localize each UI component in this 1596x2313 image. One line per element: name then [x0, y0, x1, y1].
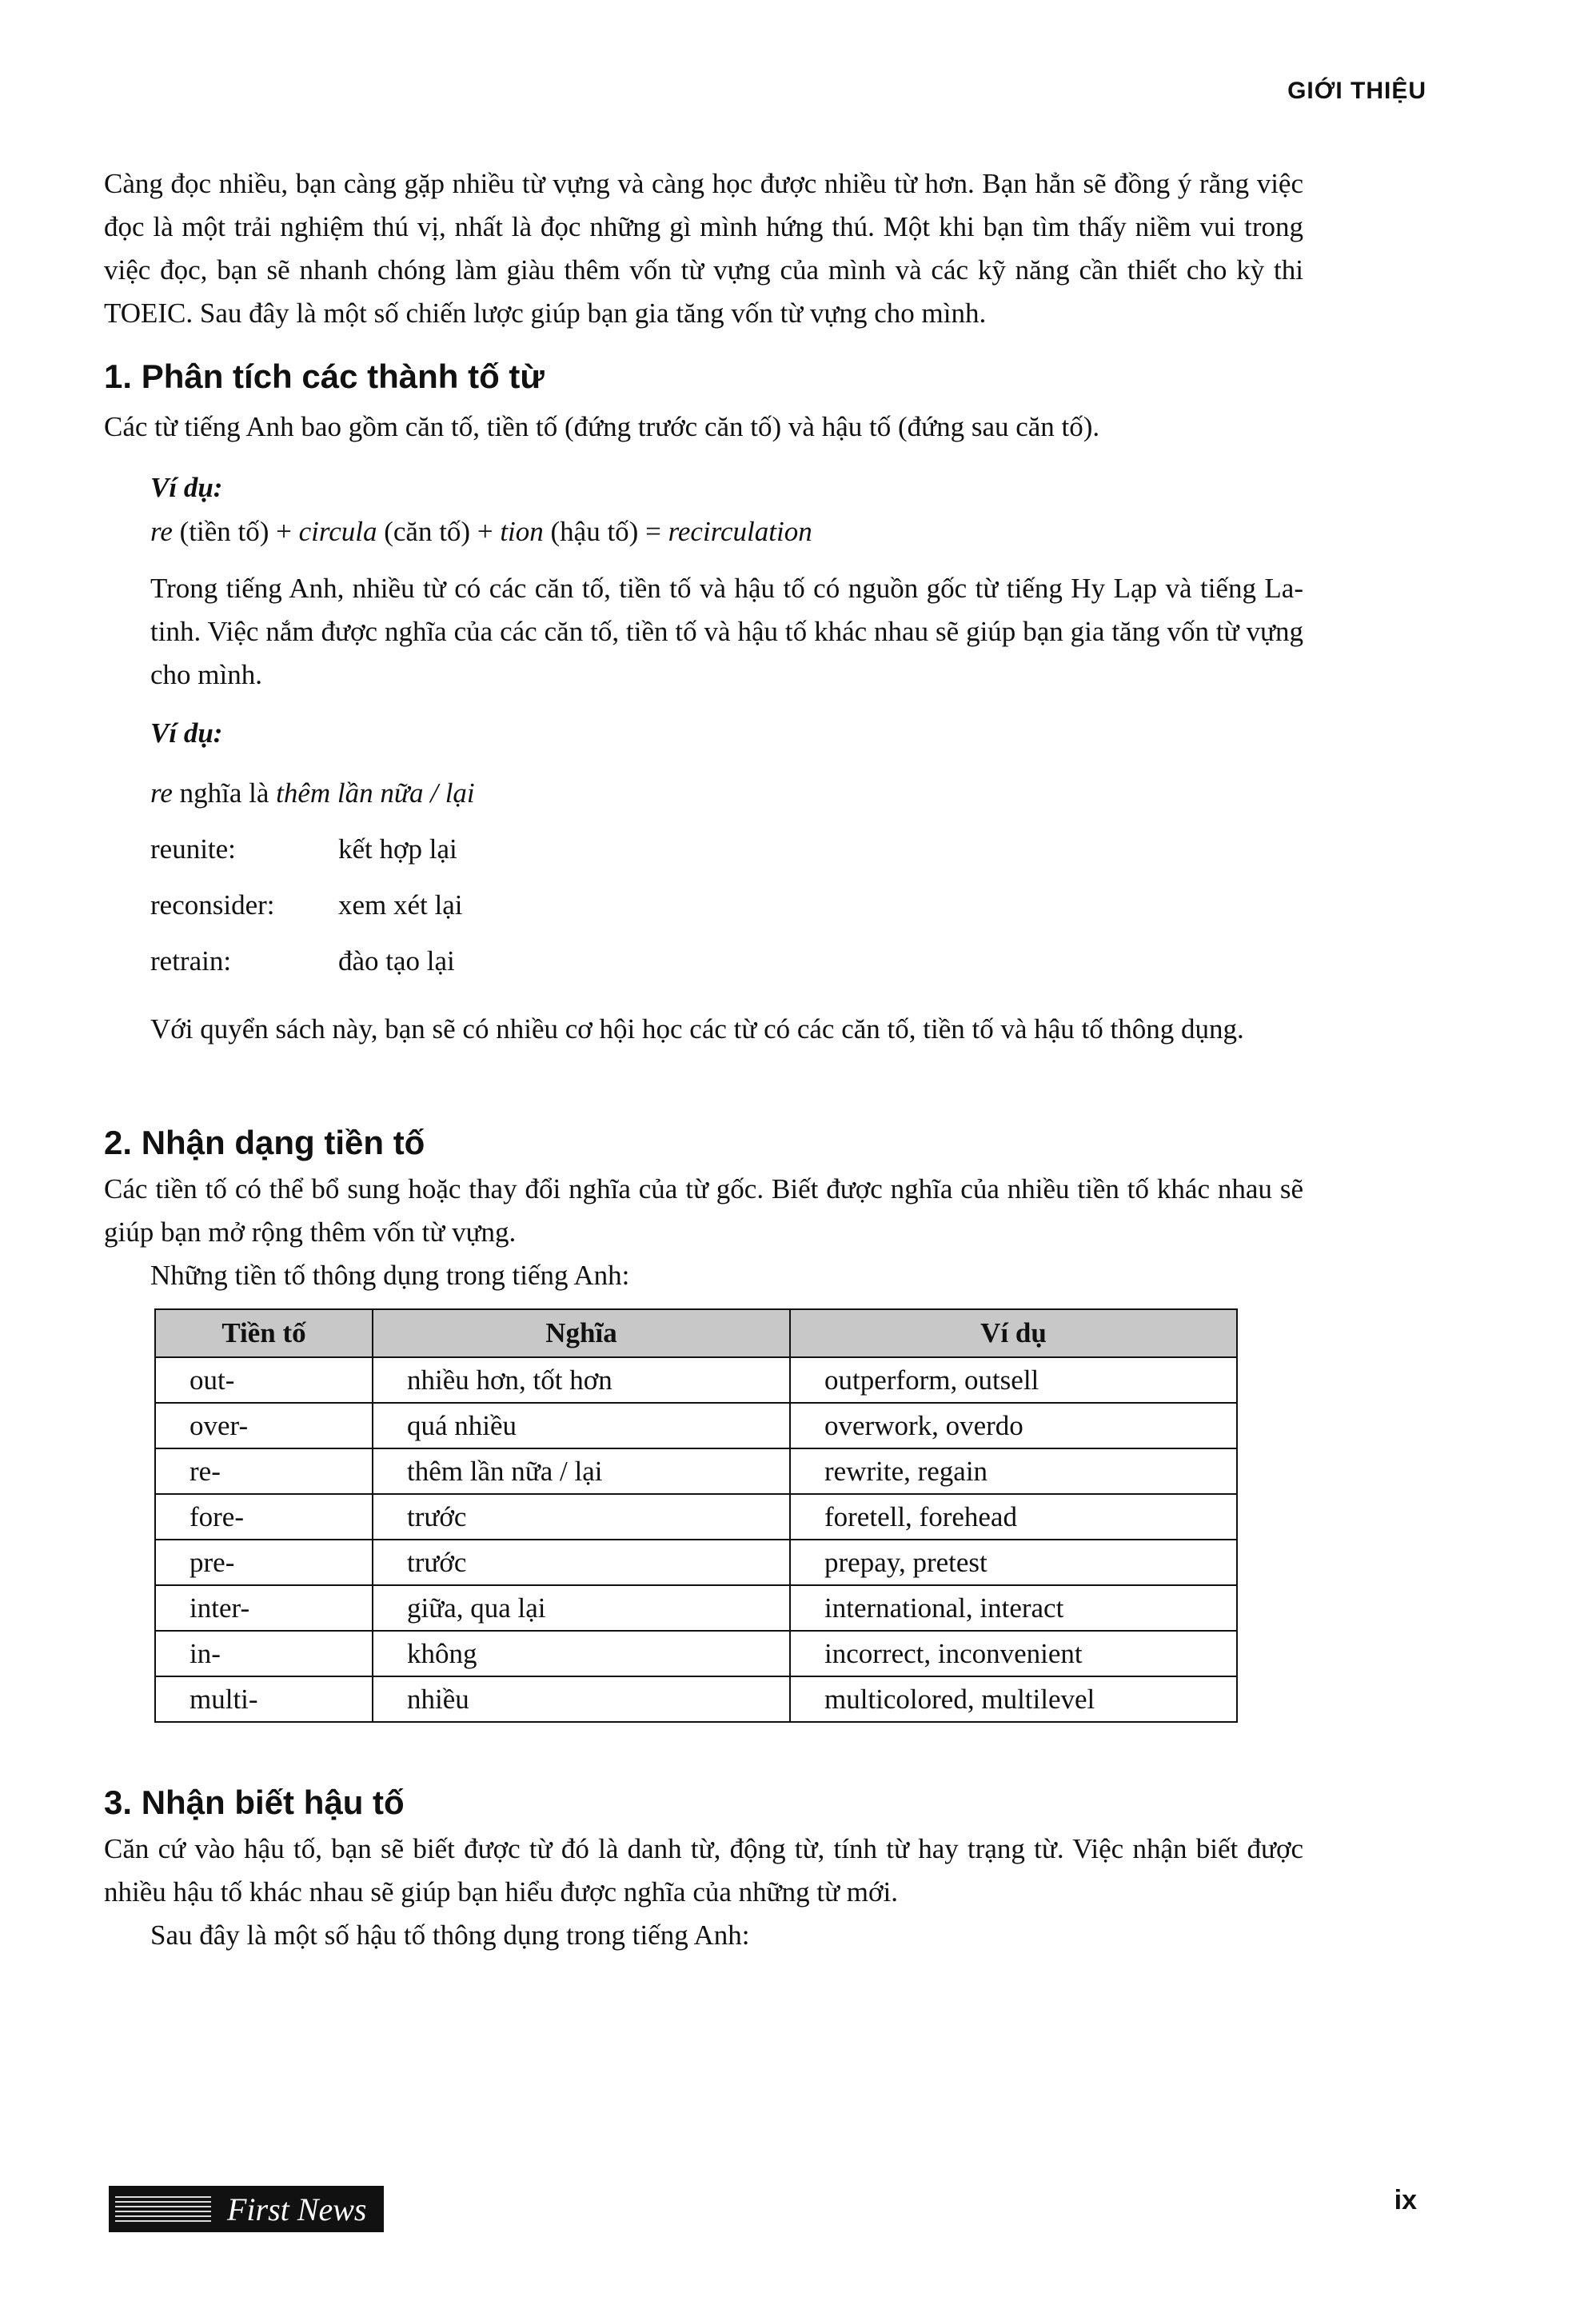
example-1-root: circula — [298, 516, 377, 547]
example-cell: foretell, forehead — [790, 1494, 1237, 1540]
table-row — [155, 1357, 1237, 1403]
prefix-cell: over- — [155, 1403, 373, 1448]
example-2-lead — [104, 772, 1303, 815]
definition-row — [104, 933, 1303, 989]
prefix-cell: out- — [155, 1357, 373, 1403]
prefix-cell: inter- — [155, 1585, 373, 1631]
meaning-cell: thêm lần nữa / lại — [373, 1448, 790, 1494]
definition-row — [104, 877, 1303, 933]
example-1-prefix: re — [150, 516, 173, 547]
prefix-table — [154, 1308, 1238, 1723]
prefix-cell: in- — [155, 1631, 373, 1676]
example-cell: prepay, pretest — [790, 1540, 1237, 1585]
definition-row — [104, 821, 1303, 877]
table-row — [155, 1540, 1237, 1585]
section-1-paragraph-2: Trong tiếng Anh, nhiều từ có các căn tố, tiền tố và hậu tố có nguồn gốc từ tiếng Hy Lạp và tiếng La-tinh. Việc nắm được nghĩa của các căn tố, tiền tố và hậu tố khác nhau sẽ giúp bạn gia tăng vốn từ vựng cho mình. — [150, 573, 1303, 690]
meaning-cell: giữa, qua lại — [373, 1585, 790, 1631]
section-2 — [104, 1124, 1303, 1162]
section-1-paragraph-3: Với quyển sách này, bạn sẽ có nhiều cơ hội học các từ có các căn tố, tiền tố và hậu tố thông dụng. — [150, 1013, 1244, 1045]
table-row — [155, 1448, 1237, 1494]
example-cell: incorrect, inconvenient — [790, 1631, 1237, 1676]
example-2-lead-text: nghĩa là — [172, 777, 277, 809]
definition-meaning: đào tạo lại — [338, 945, 455, 977]
section-3-body — [104, 1828, 1303, 1957]
example-1-suffix: tion — [500, 516, 544, 547]
definition-term: reconsider: — [150, 889, 275, 921]
page-number: ix — [1394, 2185, 1417, 2215]
definition-term: retrain: — [150, 945, 232, 977]
section-2-body — [104, 1168, 1303, 1297]
section-1-heading: 1. Phân tích các thành tố từ — [104, 358, 545, 395]
example-2 — [104, 717, 1303, 989]
example-1-prefix-note: (tiền tố) + — [172, 516, 299, 547]
section-2-heading: 2. Nhận dạng tiền tố — [104, 1124, 425, 1161]
example-1-root-note: (căn tố) + — [377, 516, 501, 547]
meaning-cell: trước — [373, 1540, 790, 1585]
section-3-paragraph-2: Sau đây là một số hậu tố thông dụng trong tiếng Anh: — [150, 1920, 750, 1951]
example-1-formula — [104, 510, 1303, 553]
publisher-logo — [109, 2186, 384, 2232]
example-1 — [104, 472, 1303, 553]
definition-list — [104, 821, 1303, 989]
section-1-paragraph-1: Các từ tiếng Anh bao gồm căn tố, tiền tố (đứng trước căn tố) và hậu tố (đứng sau căn tố). — [104, 411, 1100, 442]
section-1-para-2-wrap — [104, 567, 1303, 697]
definition-meaning: xem xét lại — [338, 889, 463, 921]
example-2-label: Ví dụ: — [150, 717, 223, 749]
meaning-cell: không — [373, 1631, 790, 1676]
example-1-result: recirculation — [668, 516, 812, 547]
meaning-cell: nhiều hơn, tốt hơn — [373, 1357, 790, 1403]
publisher-name: First News — [227, 2191, 367, 2227]
section-3 — [104, 1784, 1303, 1822]
section-1-body — [104, 405, 1303, 449]
running-header: GIỚI THIỆU — [1287, 78, 1426, 104]
meaning-cell: nhiều — [373, 1676, 790, 1722]
example-cell: outperform, outsell — [790, 1357, 1237, 1403]
definition-meaning: kết hợp lại — [338, 833, 457, 865]
example-1-label: Ví dụ: — [150, 472, 223, 503]
table-row — [155, 1403, 1237, 1448]
example-cell: rewrite, regain — [790, 1448, 1237, 1494]
logo-stripes-icon — [115, 2193, 211, 2225]
meaning-cell: quá nhiều — [373, 1403, 790, 1448]
example-2-lead-term: re — [150, 777, 173, 809]
column-header-meaning: Nghĩa — [373, 1309, 790, 1357]
section-3-heading: 3. Nhận biết hậu tố — [104, 1784, 405, 1821]
prefix-cell: re- — [155, 1448, 373, 1494]
example-2-lead-meaning: thêm lần nữa / lại — [276, 777, 475, 809]
example-1-suffix-note: (hậu tố) = — [543, 516, 668, 547]
section-1 — [104, 358, 1303, 396]
section-1-para-3-wrap — [104, 1008, 1303, 1051]
table-row — [155, 1631, 1237, 1676]
section-2-paragraph-2: Những tiền tố thông dụng trong tiếng Anh: — [150, 1260, 630, 1291]
prefix-cell: multi- — [155, 1676, 373, 1722]
table-row — [155, 1585, 1237, 1631]
column-header-example: Ví dụ — [790, 1309, 1237, 1357]
prefix-cell: pre- — [155, 1540, 373, 1585]
example-cell: multicolored, multilevel — [790, 1676, 1237, 1722]
definition-term: reunite: — [150, 833, 236, 865]
meaning-cell: trước — [373, 1494, 790, 1540]
section-2-paragraph-1: Các tiền tố có thể bổ sung hoặc thay đổi nghĩa của từ gốc. Biết được nghĩa của nhiều tiền tố khác nhau sẽ giúp bạn mở rộng thêm vốn từ vựng. — [104, 1173, 1303, 1248]
intro-paragraph: Càng đọc nhiều, bạn càng gặp nhiều từ vựng và càng học được nhiều từ hơn. Bạn hẳn sẽ đồng ý rằng việc đọc là một trải nghiệm thú vị, nhất là đọc những gì mình hứng thú. Một khi bạn tìm thấy niềm vui trong việc đọc, bạn sẽ nhanh chóng làm giàu thêm vốn từ vựng của mình và các kỹ năng cần thiết cho kỳ thi TOEIC. Sau đây là một số chiến lược giúp bạn gia tăng vốn từ vựng cho mình. — [104, 168, 1303, 329]
prefix-cell: fore- — [155, 1494, 373, 1540]
table-row — [155, 1494, 1237, 1540]
column-header-prefix: Tiền tố — [155, 1309, 373, 1357]
table-row — [155, 1676, 1237, 1722]
section-3-paragraph-1: Căn cứ vào hậu tố, bạn sẽ biết được từ đó là danh từ, động từ, tính từ hay trạng từ. Việc nhận biết được nhiều hậu tố khác nhau sẽ giúp bạn hiểu được nghĩa của những từ mới. — [104, 1833, 1303, 1908]
example-cell: international, interact — [790, 1585, 1237, 1631]
intro-section — [104, 162, 1303, 335]
example-cell: overwork, overdo — [790, 1403, 1237, 1448]
table-header-row — [155, 1309, 1237, 1357]
